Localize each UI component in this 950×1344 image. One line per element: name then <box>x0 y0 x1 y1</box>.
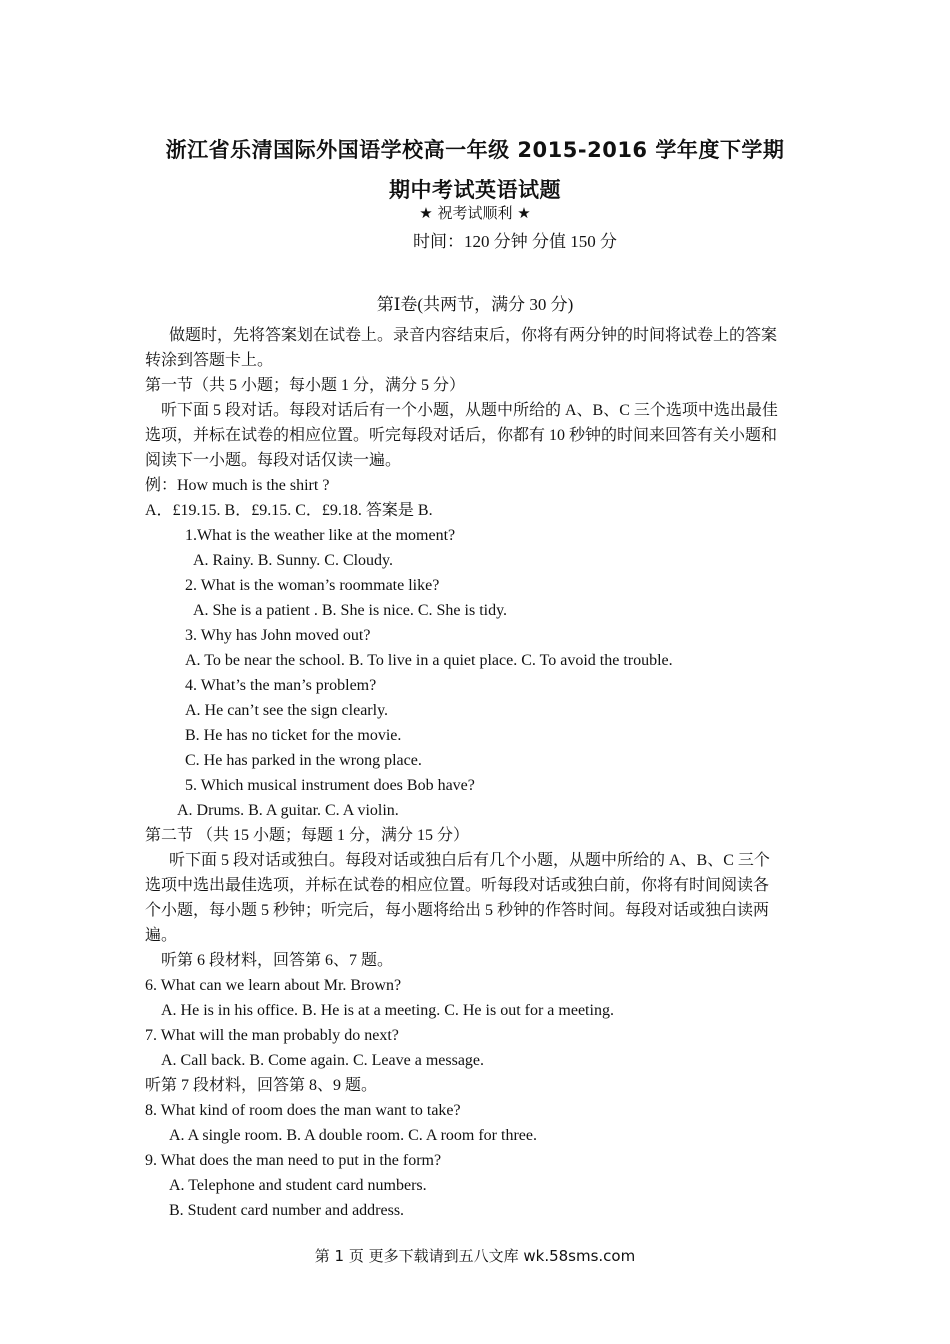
question-6: 6. What can we learn about Mr. Brown? <box>145 977 402 994</box>
question-options: A. He is in his office. B. He is at a meeting. C. He is out for a meeting. <box>161 1002 614 1019</box>
material-heading: 听第 7 段材料，回答第 8、9 题。 <box>145 1077 378 1094</box>
question-option: A. He can’t see the sign clearly. <box>185 702 389 719</box>
section1-heading: 第一节（共 5 小题；每小题 1 分，满分 5 分） <box>145 377 466 394</box>
question-options: A. To be near the school. B. To live in a quiet place. C. To avoid the trouble. <box>185 652 673 669</box>
instruction-line: 个小题，每小题 5 秒钟；听完后，每小题将给出 5 秒钟的作答时间。每段对话或独白读两 <box>145 902 770 919</box>
material-heading: 听第 6 段材料，回答第 6、7 题。 <box>161 952 394 969</box>
instruction-line: 阅读下一小题。每段对话仅读一遍。 <box>145 452 402 469</box>
instruction-line: 做题时，先将答案划在试卷上。录音内容结束后，你将有两分钟的时间将试卷上的答案 <box>169 327 778 344</box>
question-3: 3. Why has John moved out? <box>185 627 371 644</box>
instruction-line: 遍。 <box>145 927 178 944</box>
instruction-line: 选项，并标在试卷的相应位置。听完每段对话后，你都有 10 秒钟的时间来回答有关小题和 <box>145 427 778 444</box>
question-2: 2. What is the woman’s roommate like? <box>185 577 440 594</box>
instruction-line: 听下面 5 段对话。每段对话后有一个小题，从题中所给的 A、B、C 三个选项中选出最佳 <box>161 402 778 419</box>
question-9: 9. What does the man need to put in the form? <box>145 1152 442 1169</box>
example-options: A．£19.15. B．£9.15. C．£9.18. 答案是 B. <box>145 502 433 519</box>
instruction-line: 转涂到答题卡上。 <box>145 352 274 369</box>
question-option: C. He has parked in the wrong place. <box>185 752 422 769</box>
question-options: A. Rainy. B. Sunny. C. Cloudy. <box>193 552 394 569</box>
question-option: B. Student card number and address. <box>169 1202 405 1219</box>
instruction-line: 听下面 5 段对话或独白。每段对话或独白后有几个小题，从题中所给的 A、B、C 三个 <box>169 852 770 869</box>
question-8: 8. What kind of room does the man want to take? <box>145 1102 461 1119</box>
exam-title-line2: 期中考试英语试题 <box>389 178 561 202</box>
good-luck-wish: ★ 祝考试顺利 ★ <box>419 204 531 222</box>
instruction-line: 选项中选出最佳选项，并标在试卷的相应位置。听每段对话或独白前，你将有时间阅读各 <box>145 877 770 894</box>
example-question: 例：How much is the shirt ? <box>145 477 330 494</box>
question-1: 1.What is the weather like at the moment? <box>185 527 456 544</box>
part1-heading: 第Ⅰ卷(共两节，满分 30 分) <box>376 295 574 314</box>
question-option: A. Telephone and student card numbers. <box>169 1177 427 1194</box>
question-4: 4. What’s the man’s problem? <box>185 677 377 694</box>
section2-heading: 第二节 （共 15 小题；每题 1 分，满分 15 分） <box>145 827 470 844</box>
question-options: A. She is a patient . B. She is nice. C. She is tidy. <box>193 602 508 619</box>
question-options: A. Call back. B. Come again. C. Leave a message. <box>161 1052 485 1069</box>
question-option: B. He has no ticket for the movie. <box>185 727 402 744</box>
exam-title-line1: 浙江省乐清国际外国语学校高一年级 2015-2016 学年度下学期 <box>165 138 785 162</box>
question-5: 5. Which musical instrument does Bob have? <box>185 777 475 794</box>
page-footer: 第 1 页 更多下载请到五八文库 wk.58sms.com <box>314 1247 636 1265</box>
question-7: 7. What will the man probably do next? <box>145 1027 399 1044</box>
question-options: A. A single room. B. A double room. C. A room for three. <box>169 1127 537 1144</box>
exam-time-score: 时间：120 分钟 分值 150 分 <box>413 232 617 251</box>
question-options: A. Drums. B. A guitar. C. A violin. <box>177 802 399 819</box>
